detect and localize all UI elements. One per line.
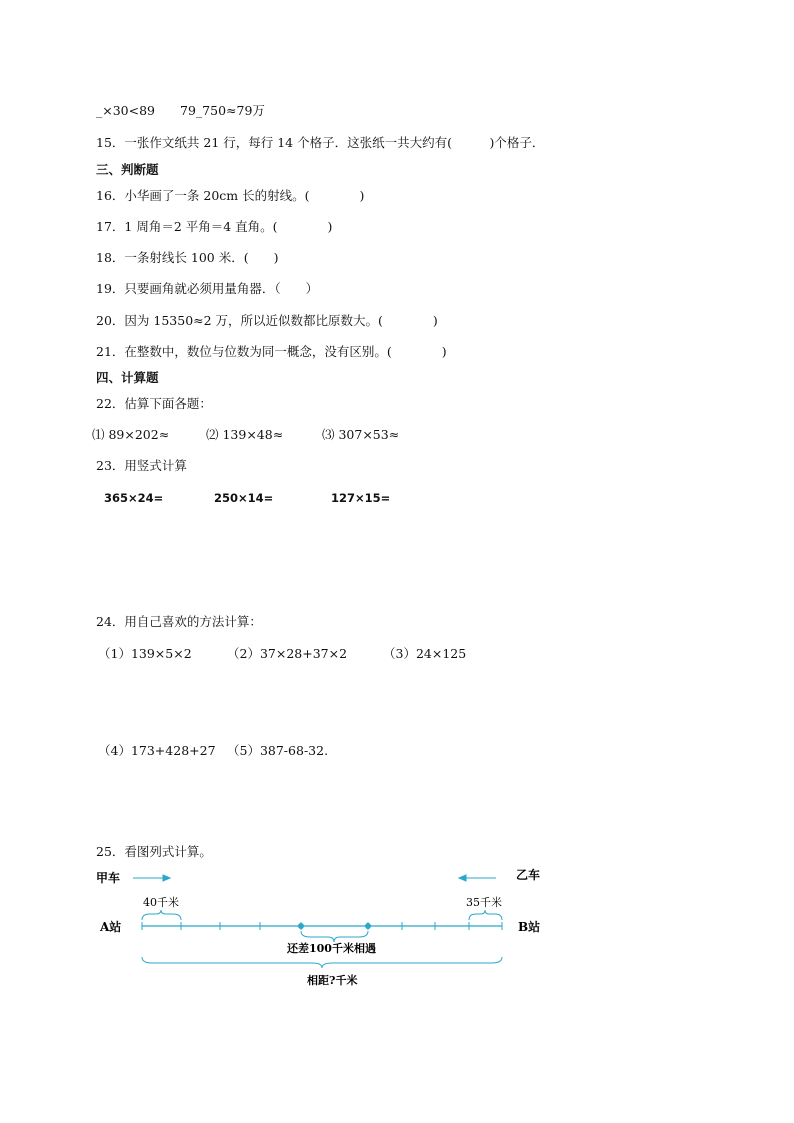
question-20: 20．因为 15350≈2 万，所以近似数都比原数大。( ): [96, 313, 438, 328]
station-a-label: A站: [100, 920, 122, 934]
q22-item-3: ⑶ 307×53≈: [322, 427, 400, 442]
question-21: 21．在整数中，数位与位数为同一概念，没有区别。( ): [96, 344, 447, 359]
q24-item-2: （2）37×28+37×2: [227, 646, 348, 661]
question-16: 16．小华画了一条 20cm 长的射线。( ): [96, 188, 365, 203]
q22-item-2: ⑵ 139×48≈: [206, 427, 284, 442]
q23-item-3: 127×15=: [331, 491, 391, 505]
gap-label: 还差100千米相遇: [287, 942, 376, 955]
car-a-label: 甲车: [96, 871, 121, 885]
car-b-label: 乙车: [516, 868, 541, 882]
meeting-point-b: [365, 923, 371, 929]
section-title-judge: 三、判断题: [96, 162, 159, 177]
brace-gap: [301, 931, 368, 942]
question-19: 19．只要画角就必须用量角器．（ ）: [96, 281, 319, 296]
station-b-label: B站: [518, 920, 541, 934]
brace-segment-b: [469, 910, 502, 920]
question-22: 22．估算下面各题：: [96, 396, 212, 411]
q24-item-1: （1）139×5×2: [98, 646, 192, 661]
segment-b-label: 35千米: [466, 896, 502, 909]
brace-total: [142, 957, 502, 968]
q24-item-5: （5）387-68-32.: [227, 743, 329, 758]
question-15: 15．一张作文纸共 21 行，每行 14 个格子．这张纸一共大约有( )个格子．: [96, 135, 545, 150]
q23-item-2: 250×14=: [214, 491, 274, 505]
arrow-right-icon: [133, 875, 170, 881]
q24-item-3: （3）24×125: [383, 646, 467, 661]
fill-in-line: _×30<89 79_750≈79万: [96, 103, 265, 118]
q23-item-1: 365×24=: [104, 491, 164, 505]
arrow-left-icon: [459, 875, 496, 881]
question-25: 25．看图列式计算。: [96, 844, 212, 859]
total-label: 相距?千米: [307, 974, 358, 987]
question-18: 18．一条射线长 100 米．( ): [96, 250, 279, 265]
question-24: 24．用自己喜欢的方法计算：: [96, 614, 262, 629]
q22-item-1: ⑴ 89×202≈: [92, 427, 170, 442]
question-17: 17．1 周角＝2 平角＝4 直角。( ): [96, 219, 333, 234]
brace-segment-a: [142, 910, 181, 920]
meeting-point-a: [298, 923, 304, 929]
section-title-calc: 四、计算题: [96, 370, 159, 385]
segment-a-label: 40千米: [143, 896, 179, 909]
q24-item-4: （4）173+428+27: [98, 743, 216, 758]
question-23: 23．用竖式计算: [96, 458, 187, 473]
